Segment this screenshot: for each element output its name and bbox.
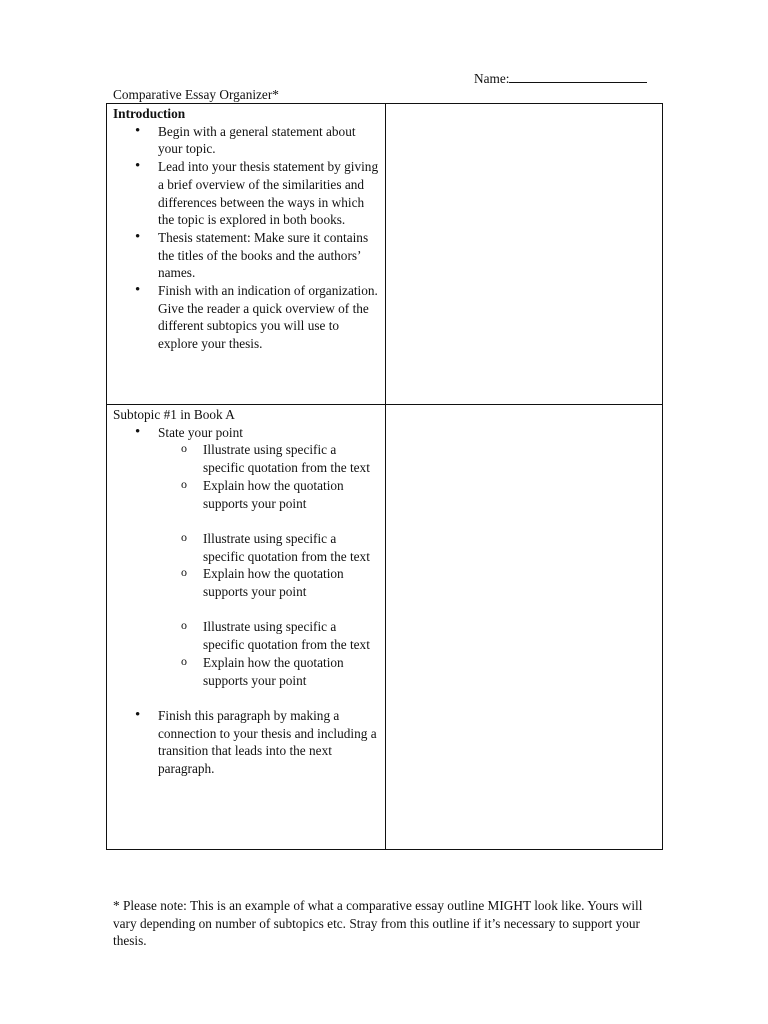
document-title: Comparative Essay Organizer* bbox=[113, 87, 279, 102]
list-item: • Finish this paragraph by making a connection to your thesis and including a transition that leads into the next paragraph. bbox=[113, 707, 379, 778]
sub-list bbox=[158, 530, 379, 601]
subtopic-notes-cell[interactable] bbox=[386, 405, 663, 850]
subtopic-row bbox=[107, 405, 663, 850]
subtopic-heading: Subtopic #1 in Book A bbox=[113, 407, 235, 422]
list-item: o Illustrate using specific a specific quotation from the text bbox=[158, 530, 379, 565]
introduction-notes-cell[interactable] bbox=[386, 104, 663, 405]
list-item: o Illustrate using specific a specific quotation from the text bbox=[158, 441, 379, 476]
list-item: o Explain how the quotation supports your point bbox=[158, 477, 379, 512]
sub-list bbox=[158, 618, 379, 689]
list-item: • Begin with a general statement about your topic. bbox=[113, 123, 379, 158]
introduction-row bbox=[107, 104, 663, 405]
list-item bbox=[113, 424, 379, 707]
list-item: o Illustrate using specific a specific quotation from the text bbox=[158, 618, 379, 653]
footnote: * Please note: This is an example of what a comparative essay outline MIGHT look like. Yours will vary depending on number of subtopics etc. Stray from this outline if it’s necessary to support your thesis. bbox=[113, 898, 643, 949]
introduction-heading: Introduction bbox=[113, 106, 186, 121]
list-item: • Thesis statement: Make sure it contains the titles of the books and the authors’ names. bbox=[113, 229, 379, 282]
list-item: • Lead into your thesis statement by giving a brief overview of the similarities and differences between the ways in which the topic is explored in both books. bbox=[113, 158, 379, 229]
sub-list bbox=[158, 441, 379, 512]
subtopic-cell bbox=[107, 405, 386, 850]
name-blank-line bbox=[509, 69, 647, 83]
subtopic-bullets bbox=[113, 424, 379, 778]
organizer-table bbox=[106, 103, 663, 850]
introduction-cell bbox=[107, 104, 386, 405]
list-item: o Explain how the quotation supports your point bbox=[158, 654, 379, 689]
name-field bbox=[474, 69, 647, 88]
list-item: o Explain how the quotation supports your point bbox=[158, 565, 379, 600]
introduction-bullets bbox=[113, 123, 379, 353]
list-item: • Finish with an indication of organization. Give the reader a quick overview of the different subtopics you will use to explore your thesis. bbox=[113, 282, 379, 353]
point-text: State your point bbox=[158, 424, 243, 440]
name-label: Name: bbox=[474, 71, 510, 86]
